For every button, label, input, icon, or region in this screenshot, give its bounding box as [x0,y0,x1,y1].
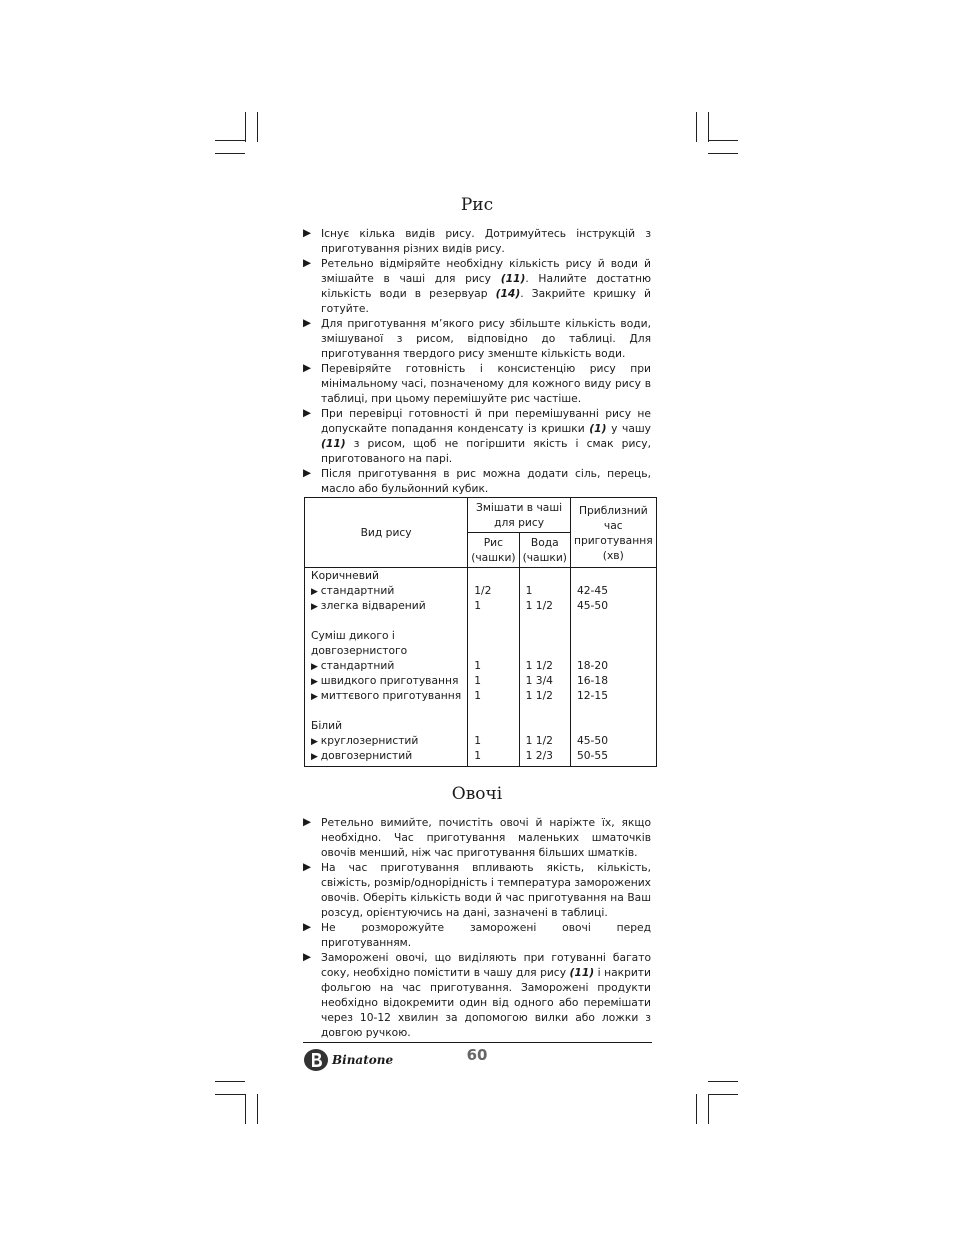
table-spacer [577,643,650,658]
table-row [311,583,461,598]
table-spacer [577,613,650,628]
bullet-text: При перевірці готовності й при перемішуванні рису не допускайте попадання конденсату із кришки [321,407,651,435]
table-spacer [311,613,461,628]
triangle-right-icon: ▶ [311,662,321,672]
bullet-item [303,920,651,950]
crop-mark [696,1094,697,1124]
row-label: круглозернистий [320,734,419,747]
table-spacer [577,718,650,733]
table-spacer [474,613,512,628]
brand-name: Binatone [332,1053,394,1067]
bullet-item [303,256,651,316]
part-reference: (11) [569,966,595,979]
crop-mark [215,153,245,154]
table-spacer [526,613,564,628]
table-spacer [526,568,564,583]
table-column-rice [468,568,519,767]
triangle-right-icon: ▶ [311,692,321,702]
table-row [311,748,461,763]
crop-mark [708,1094,738,1095]
bullet-text: . Закрийте кришку й готуйте. [321,287,651,315]
crop-mark [257,1094,258,1124]
bullet-text: Заморожені овочі, що виділяють при готуванні багато соку, необхідно помістити в чашу для рису [321,951,651,979]
group-label: довгозернистого [311,644,408,657]
rice-cups: 1 [474,734,481,747]
table-row [311,598,461,613]
rice-cooking-table [304,497,657,767]
triangle-right-icon: ▶ [303,317,312,329]
row-label: миттєвого приготування [320,689,462,702]
triangle-right-icon: ▶ [303,227,312,239]
water-cups: 1 2/3 [525,749,553,762]
table-spacer [577,628,650,643]
table-row [311,658,461,673]
table-column-water [519,568,570,767]
bullet-item [303,466,651,496]
crop-mark [245,112,246,142]
group-label: Білий [311,719,343,732]
table-spacer [526,628,564,643]
table-spacer [577,568,650,583]
page-number: 60 [466,1046,488,1064]
table-spacer [474,703,512,718]
cook-time: 45-50 [576,734,609,747]
table-row [311,733,461,748]
table-spacer [474,628,512,643]
part-reference: (11) [321,437,346,450]
bullet-text: у чашу [606,422,651,435]
group-label: Суміш дикого і [311,629,395,642]
row-label: злегка відварений [320,599,426,612]
table-spacer [526,703,564,718]
bullet-text: Ретельно вимийте, почистіть овочі й наріжте їх, якщо необхідно. Час приготування маленьких шматочків овочів менший, ніж час приготування більших шматків. [321,816,651,859]
bullet-item [303,815,651,860]
brand-logo [303,1047,393,1073]
part-reference: (11) [500,272,526,285]
bullet-text: На час приготування впливають якість, кількість, свіжість, розмір/однорідність і температура заморожених овочів. Оберіть кількість води й час приготування на Ваш розсуд, орієнтуючись на дані, зазначені в таблиці. [321,861,651,919]
rice-cups: 1 [474,659,481,672]
water-cups: 1 1/2 [525,659,553,672]
crop-mark [245,1094,246,1124]
table-row [311,688,461,703]
triangle-right-icon: ▶ [311,587,321,597]
bullet-text: Існує кілька видів рису. Дотримуйтесь інструкцій з приготування різних видів рису. [321,227,651,255]
crop-mark [708,140,738,141]
triangle-right-icon: ▶ [303,951,312,963]
bullet-text: Перевіряйте готовність і консистенцію рису при мінімальному часі, позначеному для кожного виду рису в таблиці, при цьому перемішуйте рис частіше. [321,362,651,405]
triangle-right-icon: ▶ [303,921,312,933]
water-cups: 1 3/4 [525,674,553,687]
table-header-type: Вид рису [305,498,468,568]
bullet-text: Не розморожуйте заморожені овочі перед приготуванням. [321,921,651,949]
table-spacer [526,718,564,733]
vegetables-bullet-list [303,815,651,1040]
crop-mark [696,112,697,142]
table-spacer [474,643,512,658]
crop-mark [215,140,245,141]
table-spacer [474,568,512,583]
crop-mark [215,1081,245,1082]
table-row [311,673,461,688]
cook-time: 16-18 [576,674,609,687]
cook-time: 45-50 [576,599,609,612]
cook-time: 18-20 [576,659,609,672]
water-cups: 1 [525,584,533,597]
crop-mark [257,112,258,142]
table-column-type [305,568,468,767]
triangle-right-icon: ▶ [303,257,312,269]
triangle-right-icon: ▶ [311,752,321,762]
triangle-right-icon: ▶ [311,602,321,612]
rice-cups: 1 [474,749,481,762]
table-spacer [526,643,564,658]
triangle-right-icon: ▶ [303,467,312,479]
bullet-item [303,406,651,466]
table-column-time [570,568,656,767]
crop-mark [215,1094,245,1095]
crop-mark [708,1094,709,1124]
cook-time: 50-55 [576,749,609,762]
section-title-vegetables: Овочі [451,784,503,804]
table-header-mix: Змішати в чаші для рису [468,498,571,533]
bullet-text: з рисом, щоб не погіршити якість і смак рису, приготованого на парі. [321,437,651,465]
triangle-right-icon: ▶ [303,816,312,828]
table-header-time: Приблизний час приготування (хв) [570,498,656,568]
bullet-text: Після приготування в рис можна додати сіль, перець, масло або бульйонний кубик. [321,467,651,495]
rice-bullet-list [303,226,651,496]
table-spacer [311,703,461,718]
rice-cups: 1 [474,689,481,702]
part-reference: (14) [495,287,521,300]
table-spacer [474,718,512,733]
group-label: Коричневий [311,569,379,582]
rice-cups: 1/2 [474,584,492,597]
crop-mark [708,1081,738,1082]
water-cups: 1 1/2 [525,689,553,702]
row-label: стандартний [320,584,395,597]
triangle-right-icon: ▶ [311,737,321,747]
table-header-rice: Рис (чашки) [468,533,519,568]
table-header-water: Вода (чашки) [519,533,570,568]
rice-cups: 1 [474,674,481,687]
bullet-item [303,316,651,361]
rice-cups: 1 [474,599,481,612]
bullet-item [303,950,651,1040]
bullet-text: і накрити фольгою на час приготування. Заморожені продукти необхідно відокремити один від одного або перемішати через 10-12 хвилин за допомогою вилки або ложки з довгою ручкою. [321,966,651,1039]
row-label: стандартний [320,659,395,672]
water-cups: 1 1/2 [525,599,553,612]
table-spacer [577,703,650,718]
bullet-item [303,361,651,406]
triangle-right-icon: ▶ [303,407,312,419]
bullet-text: . Налийте достатню кількість води в резервуар [321,272,651,300]
triangle-right-icon: ▶ [311,677,321,687]
triangle-right-icon: ▶ [303,861,312,873]
water-cups: 1 1/2 [525,734,553,747]
part-reference: (1) [589,422,607,435]
bullet-item [303,860,651,920]
crop-mark [708,112,709,142]
row-label: довгозернистий [320,749,413,762]
bullet-text: Для приготування м’якого рису збільште кількість води, змішуваної з рисом, відповідно до таблиці. Для приготування твердого рису зменште кількість води. [321,317,651,360]
section-title-rice: Рис [460,195,494,215]
cook-time: 12-15 [576,689,609,702]
row-label: швидкого приготування [320,674,459,687]
bullet-text: Ретельно відміряйте необхідну кількість рису й води й змішайте в чаші для рису [321,257,651,285]
bullet-item [303,226,651,256]
triangle-right-icon: ▶ [303,362,312,374]
binatone-logo-icon [303,1048,329,1072]
cook-time: 42-45 [576,584,609,597]
footer-divider [303,1042,652,1043]
crop-mark [708,153,738,154]
